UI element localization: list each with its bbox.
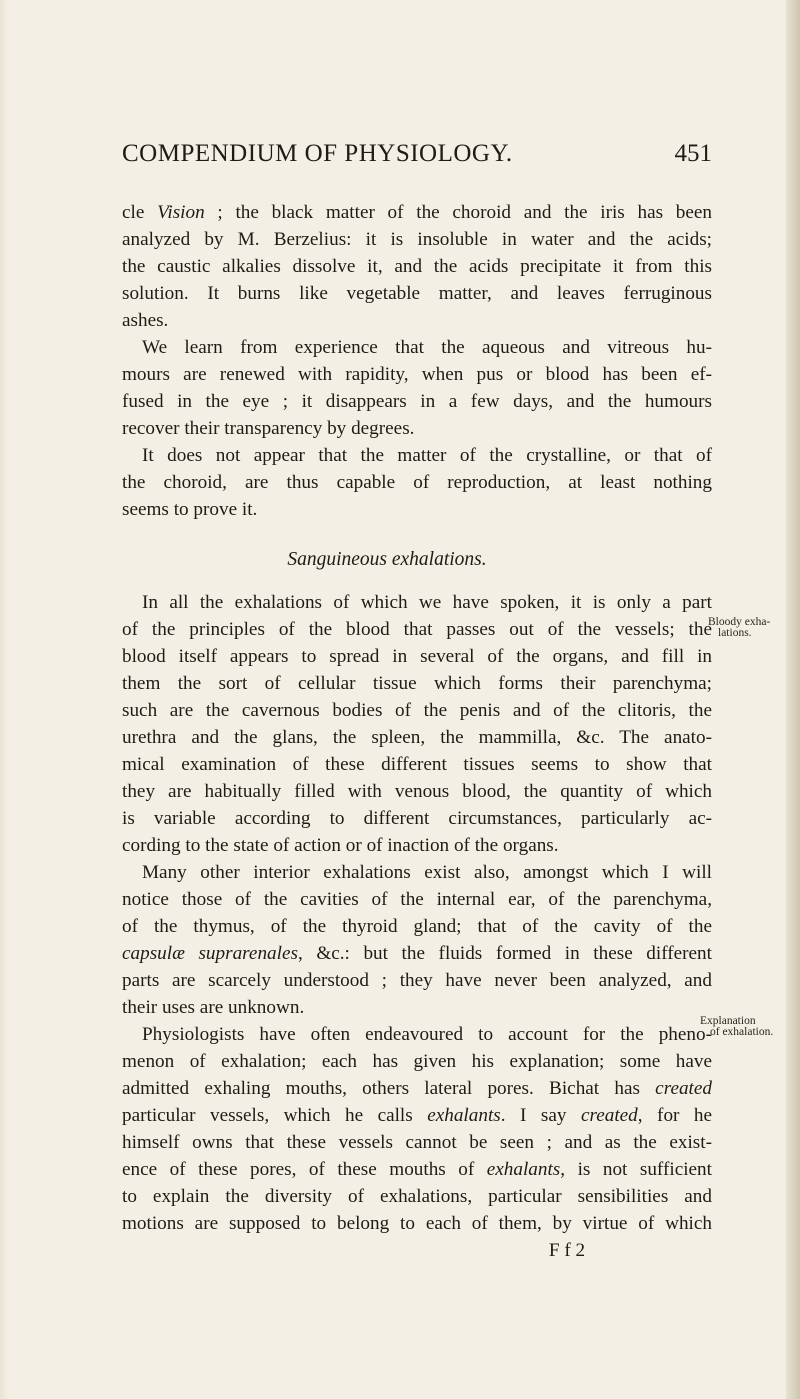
text-line: them the sort of cellular tissue which forms their parenchyma; [122, 673, 712, 694]
text-line: urethra and the glans, the spleen, the mammilla, &c. The anato- [122, 727, 712, 748]
text-line: motions are supposed to belong to each of them, by virtue of which [122, 1213, 712, 1234]
text-line: to explain the diversity of exhalations, particular sensibilities and [122, 1186, 712, 1207]
text-line: menon of exhalation; each has given his explanation; some have [122, 1051, 712, 1072]
text-line: cording to the state of action or of inaction of the organs. [122, 835, 559, 856]
text-line: It does not appear that the matter of the crystalline, or that of [142, 445, 712, 466]
text-line: fused in the eye ; it disappears in a few days, and the humours [122, 391, 712, 412]
text-line: the caustic alkalies dissolve it, and the acids precipitate it from this [122, 256, 712, 277]
margin-note-line: of exhalation. [710, 1026, 774, 1038]
text-line: admitted exhaling mouths, others lateral pores. Bichat has created [122, 1078, 712, 1099]
text-line: they are habitually filled with venous blood, the quantity of which [122, 781, 712, 802]
section-gap [122, 523, 712, 543]
section-heading: Sanguineous exhalations. [287, 549, 487, 570]
page-edge-shadow [786, 0, 800, 1399]
text-line: recover their transparency by degrees. [122, 418, 415, 439]
text-line: solution. It burns like vegetable matter, and leaves ferruginous [122, 283, 712, 304]
margin-note-line: Bloody exha- [708, 616, 771, 628]
text-line: In all the exhalations of which we have spoken, it is only a part [142, 592, 712, 613]
text-line: seems to prove it. [122, 499, 258, 520]
text-line: We learn from experience that the aqueous and vitreous hu- [142, 337, 712, 358]
text-line: ence of these pores, of these mouths of exhalants, is not sufficient [122, 1159, 712, 1180]
text-line: mical examination of these different tissues seems to show that [122, 754, 712, 775]
text-line: particular vessels, which he calls exhalants. I say created, for he [122, 1105, 713, 1126]
margin-note-explanation [700, 1016, 773, 1038]
body-text [122, 199, 712, 1264]
text-line: blood itself appears to spread in several of the organs, and fill in [122, 646, 712, 667]
text-line: is variable according to different circumstances, particularly ac- [122, 808, 712, 829]
running-head [122, 140, 712, 174]
text-line: ashes. [122, 310, 169, 331]
text-line: of the thymus, of the thyroid gland; that of the cavity of the [122, 916, 712, 937]
section-gap [122, 577, 712, 589]
signature-mark: F f 2 [548, 1240, 586, 1261]
text-line: of the principles of the blood that passes out of the vessels; the [122, 619, 712, 640]
text-line: himself owns that these vessels cannot be seen ; and as the exist- [122, 1132, 712, 1153]
text-line: their uses are unknown. [122, 997, 305, 1018]
text-line: notice those of the cavities of the internal ear, of the parenchyma, [122, 889, 712, 910]
running-title: COMPENDIUM OF PHYSIOLOGY. [122, 140, 513, 167]
text-line: mours are renewed with rapidity, when pus or blood has been ef- [122, 364, 712, 385]
margin-note-line: lations. [718, 627, 752, 639]
text-line: Many other interior exhalations exist also, amongst which I will [142, 862, 712, 883]
page-number: 451 [674, 140, 712, 167]
text-line: cle Vision ; the black matter of the choroid and the iris has been [122, 202, 712, 223]
text-line: analyzed by M. Berzelius: it is insoluble in water and the acids; [122, 229, 712, 250]
text-line: capsulæ suprarenales, &c.: but the fluids formed in these different [122, 943, 712, 964]
text-line: Physiologists have often endeavoured to account for the pheno- [142, 1024, 712, 1045]
margin-note-bloody-exhalations [708, 617, 770, 639]
margin-note-line: Explanation [700, 1015, 756, 1027]
page-gutter-shadow [0, 0, 8, 1399]
text-line: such are the cavernous bodies of the penis and of the clitoris, the [122, 700, 712, 721]
text-line: the choroid, are thus capable of reproduction, at least nothing [122, 472, 712, 493]
text-line: parts are scarcely understood ; they have never been analyzed, and [122, 970, 712, 991]
